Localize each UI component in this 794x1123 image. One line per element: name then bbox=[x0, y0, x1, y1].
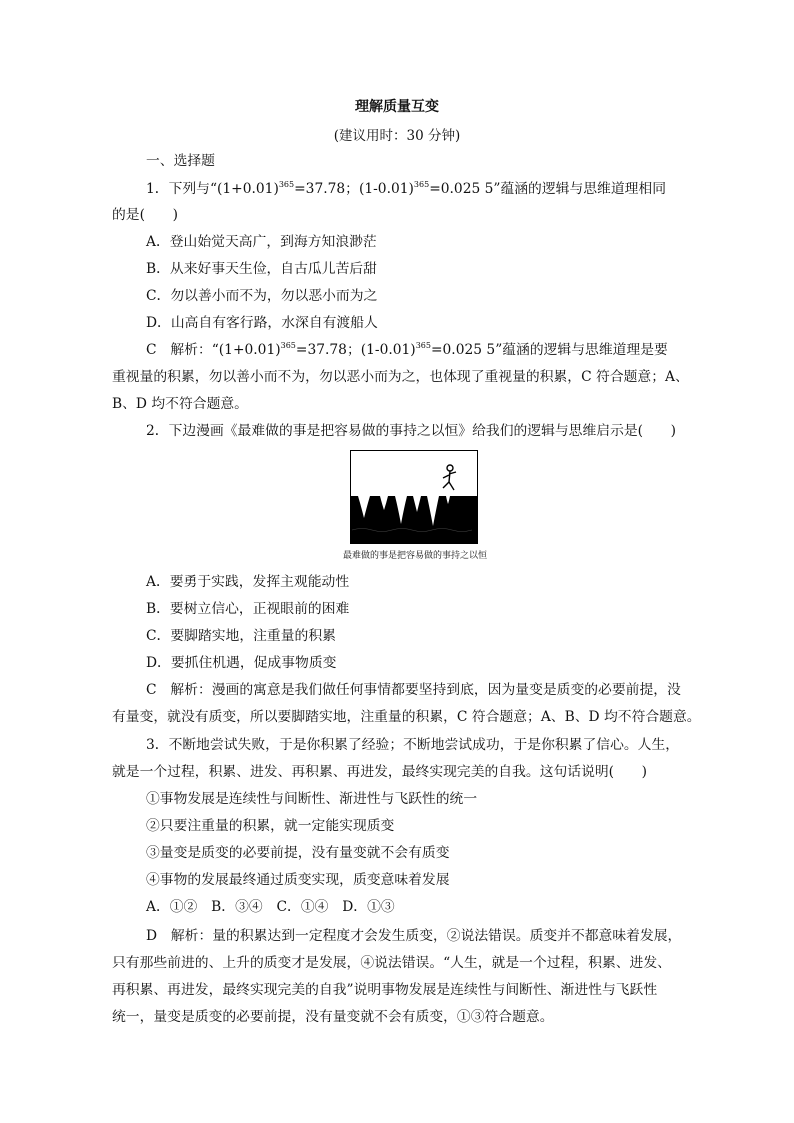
cartoon-caption: 最难做的事是把容易做的事持之以恒 bbox=[342, 551, 487, 561]
q3-stem-line1: 3．不断地尝试失败，于是你积累了经验；不断地尝试成功，于是你积累了信心。人生， bbox=[146, 737, 680, 753]
q3-item-1: ①事物发展是连续性与间断性、渐进性与飞跃性的统一 bbox=[146, 791, 478, 807]
q1-option-b: B．从来好事天生俭，自古瓜儿苦后甜 bbox=[146, 261, 377, 277]
time-suggestion: (建议用时：30 分钟) bbox=[333, 128, 461, 144]
q1-option-d: D．山高自有客行路，水深自有渡船人 bbox=[146, 315, 378, 331]
page-title: 理解质量互变 bbox=[355, 99, 439, 115]
q1-answer-line2: 重视量的积累，勿以善小而不为，勿以恶小而为之，也体现了重视量的积累，C 符合题意；A、 bbox=[112, 369, 689, 385]
q2-answer-line2: 有量变，就没有质变，所以要脚踏实地，注重量的积累，C 符合题意；A、B、D 均不符合题意。 bbox=[112, 709, 701, 725]
q3-answer-line3: 再积累、再进发，最终实现完美的自我”说明事物发展是连续性与间断性、渐进性与飞跃性 bbox=[112, 982, 658, 998]
q1-stem-line2: 的是( ) bbox=[112, 207, 178, 223]
q3-answer-line4: 统一，量变是质变的必要前提，没有量变就不会有质变，①③符合题意。 bbox=[112, 1009, 554, 1025]
q3-item-2: ②只要注重量的积累，就一定能实现质变 bbox=[146, 818, 395, 834]
q3-item-3: ③量变是质变的必要前提，没有量变就不会有质变 bbox=[146, 845, 450, 861]
q2-option-b: B．要树立信心，正视眼前的困难 bbox=[146, 601, 350, 617]
q2-stem: 2．下边漫画《最难做的事是把容易做的事持之以恒》给我们的逻辑与思维启示是( ) bbox=[146, 423, 677, 439]
q2-option-a: A．要勇于实践，发挥主观能动性 bbox=[146, 574, 350, 590]
q1-answer-line3: B、D 均不符合题意。 bbox=[112, 396, 248, 412]
q3-answer-line2: 只有那些前进的、上升的质变才是发展，④说法错误。“人生，就是一个过程，积累、进发、 bbox=[112, 955, 671, 971]
q3-answer-line1: D 解析：量的积累达到一定程度才会发生质变，②说法错误。质变并不都意味着发展， bbox=[146, 928, 682, 944]
q3-stem-line2: 就是一个过程，积累、进发、再积累、再进发，最终实现完美的自我。这句话说明( ) bbox=[112, 764, 648, 780]
q2-option-c: C．要脚踏实地，注重量的积累 bbox=[146, 628, 336, 644]
q3-item-4: ④事物的发展最终通过质变实现，质变意味着发展 bbox=[146, 872, 450, 888]
q3-options: A．①② B．③④ C．①④ D．①③ bbox=[146, 899, 395, 915]
section-heading: 一、选择题 bbox=[146, 153, 215, 169]
q1-stem-line1: 1．下列与“$(1+0.01)^{365}=37.78$；$(1-0.01)^{365}=0.025$ 5”蕴涵的逻辑与思维道理相同 bbox=[146, 180, 667, 197]
q2-option-d: D．要抓住机遇，促成事物质变 bbox=[146, 655, 337, 671]
q1-option-c: C．勿以善小而不为，勿以恶小而为之 bbox=[146, 288, 378, 304]
q1-option-a: A．登山始觉天高广，到海方知浪渺茫 bbox=[146, 234, 377, 250]
cartoon-image bbox=[350, 450, 478, 544]
q1-answer-line1: C 解析：“$(1+0.01)^{365}=37.78$；$(1-0.01)^{365}=0.025$ 5”蕴涵的逻辑与思维道理是要 bbox=[146, 341, 668, 358]
q2-answer-line1: C 解析：漫画的寓意是我们做任何事情都要坚持到底，因为量变是质变的必要前提，没 bbox=[146, 682, 681, 698]
